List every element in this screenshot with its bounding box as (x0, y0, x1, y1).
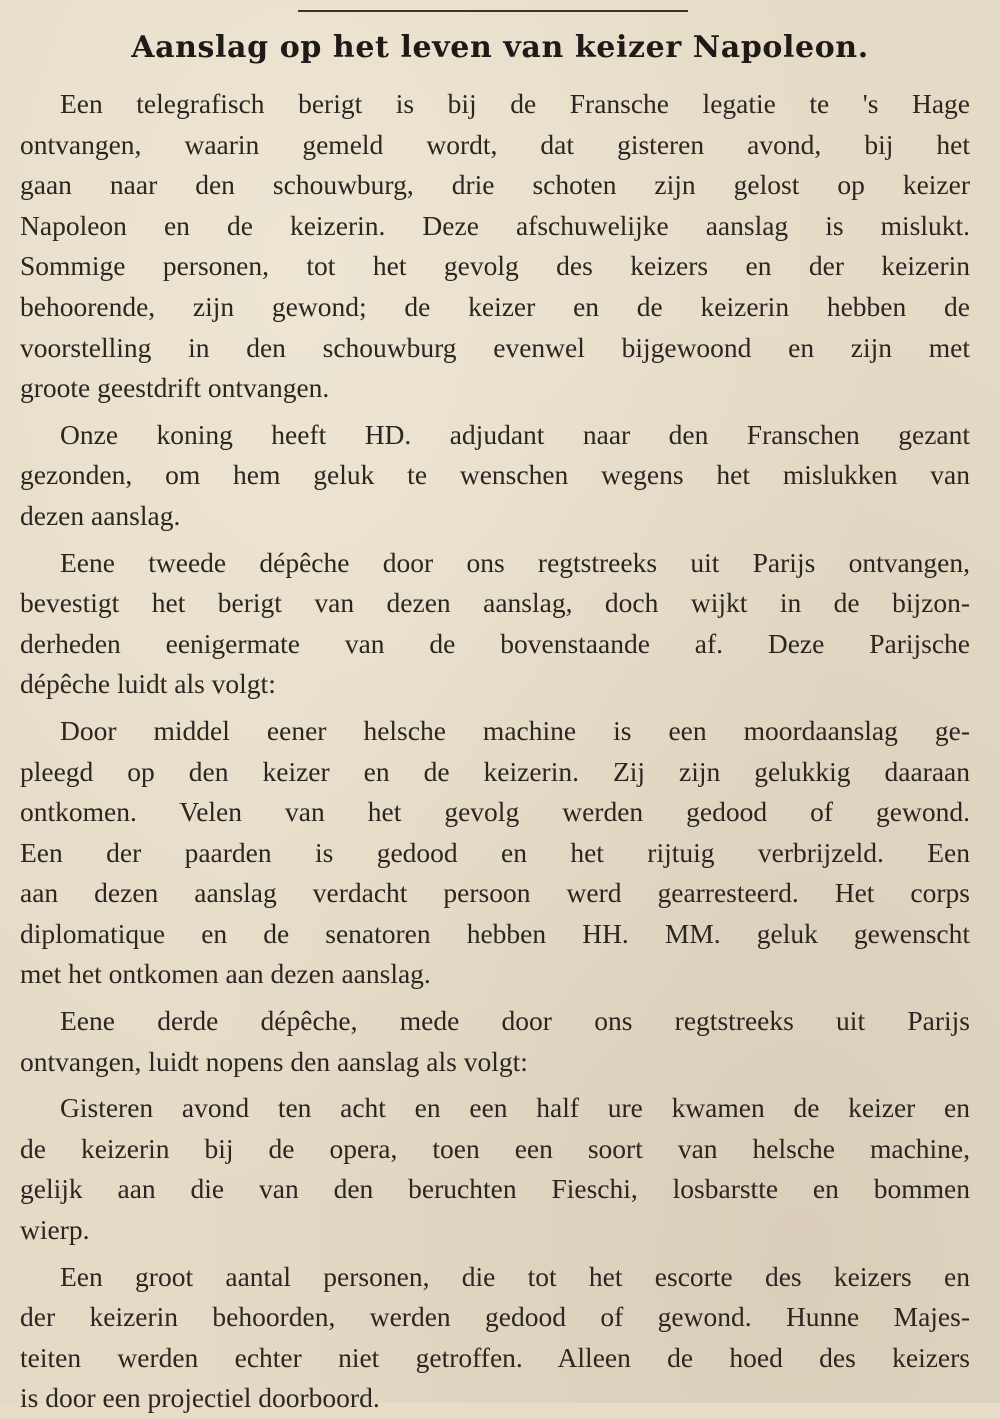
paragraph-5 (20, 1001, 970, 1082)
text-line: gezonden, om hem geluk te wenschen wegens het mislukken van (20, 459, 970, 491)
article-headline: Aanslag op het leven van keizer Napoleon. (131, 30, 869, 65)
text-line: ontvangen, luidt nopens den aanslag als volgt: (20, 1045, 528, 1077)
text-line: de keizerin bij de opera, toen een soort van helsche machine, (20, 1132, 970, 1164)
article-body (20, 84, 970, 1419)
text-line: Onze koning heeft HD. adjudant naar den Franschen gezant (60, 418, 970, 450)
text-line: gelijk aan die van den beruchten Fieschi, losbarstte en bommen (20, 1173, 970, 1205)
text-line: Eene tweede dépêche door ons regtstreeks uit Parijs ontvangen, (60, 546, 970, 578)
text-line: Sommige personen, tot het gevolg des keizers en der keizerin (20, 250, 970, 282)
paragraph-7 (20, 1257, 970, 1419)
text-line: aan dezen aanslag verdacht persoon werd gearresteerd. Het corps (20, 877, 970, 909)
paragraph-6 (20, 1088, 970, 1250)
text-line: derheden eenigermate van de bovenstaande af. Deze Parijsche (20, 627, 970, 659)
text-line: der keizerin behoorden, werden gedood of gewond. Hunne Majes- (20, 1301, 970, 1333)
text-line: gaan naar den schouwburg, drie schoten zijn gelost op keizer (20, 169, 970, 201)
text-line: ontkomen. Velen van het gevolg werden gedood of gewond. (20, 796, 970, 828)
paragraph-4 (20, 711, 970, 995)
text-line: ontvangen, waarin gemeld wordt, dat gisteren avond, bij het (20, 128, 970, 160)
text-line: Gisteren avond ten acht en een half ure kwamen de keizer en (60, 1092, 970, 1124)
top-divider-rule (298, 10, 688, 12)
text-line: teiten werden echter niet getroffen. Alleen de hoed des keizers (20, 1341, 970, 1373)
text-line: Een telegrafisch berigt is bij de Fransche legatie te 's Hage (60, 88, 970, 119)
text-line: Een der paarden is gedood en het rijtuig verbrijzeld. Een (20, 836, 970, 868)
text-line: bevestigt het berigt van dezen aanslag, doch wijkt in de bijzon- (20, 587, 970, 619)
text-line: met het ontkomen aan dezen aanslag. (20, 958, 431, 990)
text-line: groote geestdrift ontvangen. (20, 372, 330, 404)
text-line: Eene derde dépêche, mede door ons regtstreeks uit Parijs (60, 1005, 970, 1037)
text-line: dépêche luidt als volgt: (20, 668, 276, 700)
paragraph-3 (20, 543, 970, 705)
text-line: is door een projectiel doorboord. (20, 1382, 380, 1414)
text-line: Napoleon en de keizerin. Deze afschuwelijke aanslag is mislukt. (20, 209, 970, 241)
text-line: Een groot aantal personen, die tot het escorte des keizers en (60, 1260, 970, 1292)
text-line: pleegd op den keizer en de keizerin. Zij zijn gelukkig daaraan (20, 755, 970, 787)
text-line: behoorende, zijn gewond; de keizer en de keizerin hebben de (20, 290, 970, 322)
paragraph-1 (20, 84, 970, 409)
text-line: diplomatique en de senatoren hebben HH. MM. geluk gewenscht (20, 917, 970, 949)
text-line: dezen aanslag. (20, 499, 181, 531)
text-line: wierp. (20, 1214, 90, 1246)
text-line: Door middel eener helsche machine is een moordaanslag ge- (60, 714, 970, 746)
paragraph-2 (20, 415, 970, 537)
text-line: voorstelling in den schouwburg evenwel bijgewoond en zijn met (20, 331, 970, 363)
